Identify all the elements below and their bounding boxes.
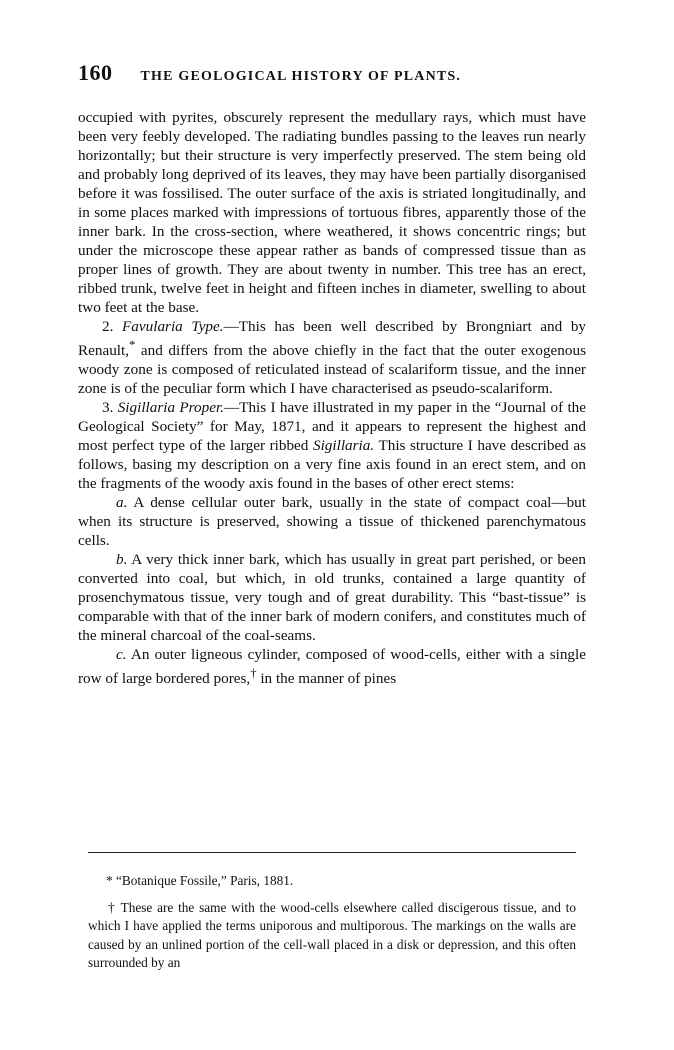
footnote-1: * “Botanique Fossile,” Paris, 1881.: [106, 873, 294, 888]
body-text: [78, 108, 586, 688]
footnote-2: † These are the same with the wood-cells elsewhere called discigerous tissue, and to which I have applied the terms uniporous and multiporous. The markings on the walls are caused by an unlined portion of the cell-wall placed in a disk or depression, and this often surrounded by an: [88, 899, 576, 970]
item-text: An outer ligneous cylinder, composed of wood-cells, either with a single row of large bordered pores,: [78, 646, 586, 688]
list-item-c: [78, 645, 586, 688]
paragraph-continuation: occupied with pyrites, obscurely represent the medullary rays, which must have been very feebly developed. The radiating bundles passing to the leaves run nearly horizontally; but their structure is very imperfectly preserved. The stem being old and probably long deprived of its leaves, they may have been partially disorganised before it was fossilised. The outer surface of the axis is striated longitudinally, and in some places marked with impressions of tortuous fibres, apparently those of the inner bark. In the cross-section, where weathered, it shows concentric rings; but under the microscope these appear rather as bands of compressed tissue than as proper lines of growth. They are about twenty in number. This tree has an erect, ribbed trunk, twelve feet in height and fifteen inches in diameter, swelling to about two feet at the base.: [78, 109, 586, 316]
list-item-b: [78, 550, 586, 645]
footnotes: [88, 872, 576, 973]
italic-term: Sigillaria.: [312, 437, 375, 455]
paragraph-text: and differs from the above chiefly in the fact that the outer exogenous woody zone is composed of reticulated instead of scalariform tissue, and the inner zone is of the peculiar form which I have characterised as pseudo-scalariform.: [78, 342, 586, 398]
footnote-marker: *: [129, 338, 136, 352]
section-number: 3.: [102, 399, 114, 417]
item-text: A very thick inner bark, which has usually in great part perished, or been converted into coal, but which, in old trunks, contained a large quantity of prosenchymatous tissue, very tough and of great durability. This “bast-tissue” is comparable with that of the inner bark of modern conifers, and constitutes much of the mineral charcoal of the coal-seams.: [78, 551, 586, 645]
paragraph-text: This structure I have described as follows, basing my description on a very fine axis found in an erect stem, and on the fragments of the woody axis found in the bases of other erect stems:: [78, 437, 586, 493]
item-text: in the manner of pines: [256, 670, 397, 688]
paragraph-text: —This I have illustrated in my paper in the “Journal of the Geological Society” for May, 1871, and it appears to represent the highest and most perfect type of the larger ribbed: [78, 399, 587, 455]
item-label: a.: [116, 494, 128, 512]
list-item-a: [78, 493, 586, 550]
item-label: c.: [116, 646, 127, 664]
paragraph-text: —This has been well described by Brongniart and by Renault,: [78, 318, 587, 360]
footnote-divider: [88, 852, 576, 853]
item-label: b.: [116, 551, 128, 569]
footnote-marker: †: [250, 666, 257, 681]
section-title: Favularia Type.: [122, 318, 224, 335]
page-number: 160: [78, 60, 113, 85]
item-text: A dense cellular outer bark, usually in the state of compact coal—but when its structure is preserved, showing a tissue of thickened parenchymatous cells.: [78, 494, 586, 550]
section-title: Sigillaria Proper.: [117, 399, 224, 417]
paragraph-sigillaria: [78, 398, 586, 493]
paragraph-favularia: [78, 317, 586, 398]
running-title: THE GEOLOGICAL HISTORY OF PLANTS.: [140, 69, 462, 84]
page-header: [78, 60, 588, 86]
section-number: 2.: [102, 318, 114, 335]
